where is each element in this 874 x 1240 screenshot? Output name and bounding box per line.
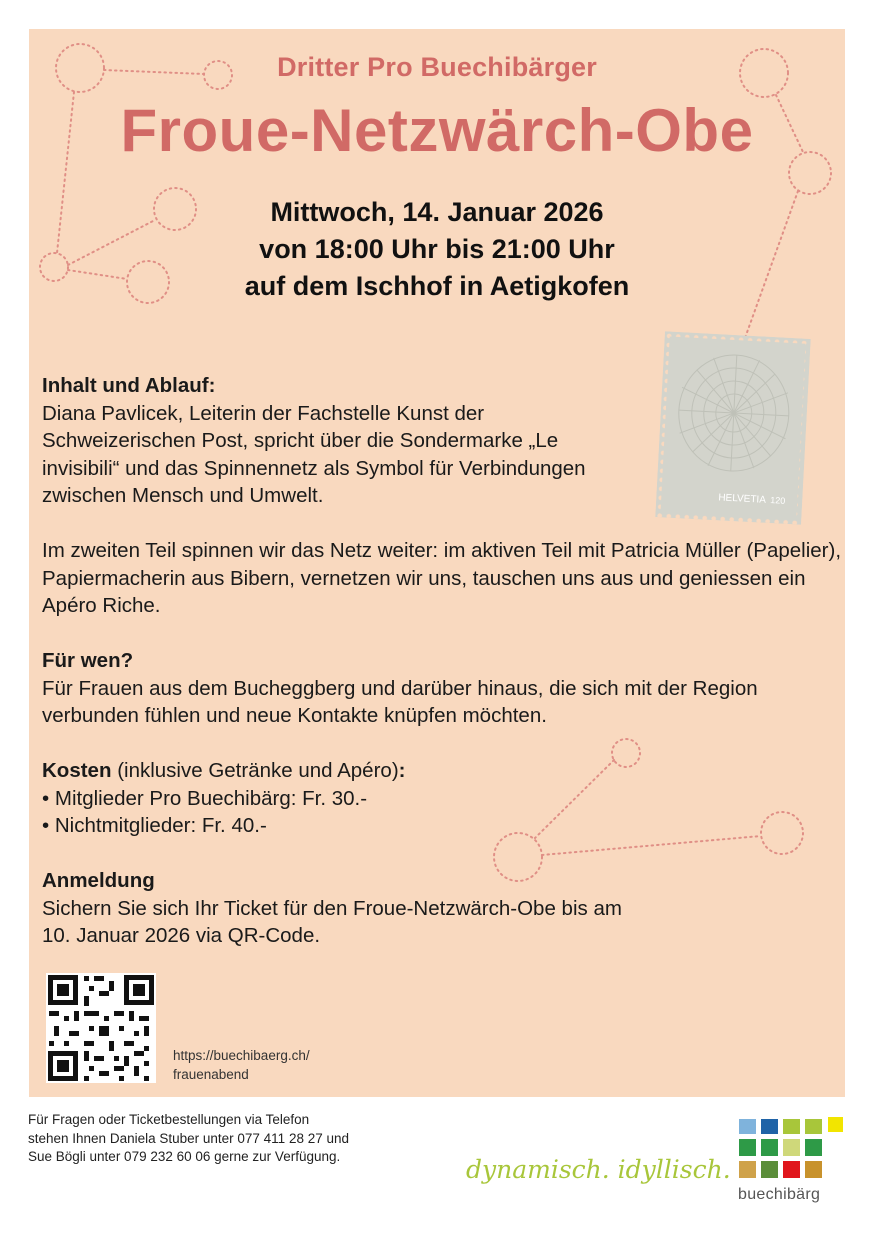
event-place: auf dem Ischhof in Aetigkofen: [244, 271, 630, 301]
stamp-value: 120: [770, 495, 786, 506]
kosten-item-nonmembers: • Nichtmitglieder: Fr. 40.-: [42, 814, 267, 837]
fuer-wen-heading: Für wen?: [42, 649, 134, 672]
event-date: Mittwoch, 14. Januar 2026: [270, 197, 604, 227]
buechibaerg-logo-icon: [739, 1117, 847, 1183]
section-fuer-wen: [42, 647, 842, 730]
kosten-heading: Kosten: [42, 759, 112, 782]
anmeldung-line-2: 10. Januar 2026 via QR-Code.: [42, 924, 321, 947]
section-inhalt: [42, 372, 842, 510]
section-kosten: [42, 757, 842, 840]
event-time: von 18:00 Uhr bis 21:00 Uhr: [259, 234, 615, 264]
anmeldung-heading: Anmeldung: [42, 869, 155, 892]
inhalt-heading: Inhalt und Ablauf:: [42, 374, 216, 397]
contact-info: [28, 1111, 349, 1167]
event-when: [0, 194, 874, 305]
registration-qr-code[interactable]: [46, 973, 156, 1083]
anmeldung-line-1: Sichern Sie sich Ihr Ticket für den Froue-Netzwärch-Obe bis am: [42, 896, 622, 920]
event-title: Froue-Netzwärch-Obe: [120, 97, 754, 164]
contact-line-3: Sue Bögli unter 079 232 60 06 gerne zur Verfügung.: [28, 1149, 341, 1164]
inhalt-body: Diana Pavlicek, Leiterin der Fachstelle Kunst der Schweizerischen Post, spricht über die Sondermarke „Le invisibili“ und das Spinnennetz als Symbol für Verbindungen zwischen Mensch und Umwelt.: [42, 401, 586, 507]
section-anmeldung: [42, 867, 842, 950]
registration-url[interactable]: [173, 1046, 310, 1084]
registration-url-line-1: https://buechibaerg.ch/: [173, 1048, 310, 1063]
contact-line-1: Für Fragen oder Ticketbestellungen via Telefon: [28, 1112, 310, 1127]
contact-line-2: stehen Ihnen Daniela Stuber unter 077 411 28 27 und: [28, 1130, 350, 1146]
event-details: [42, 372, 842, 977]
inhalt-body-2: Im zweiten Teil spinnen wir das Netz weiter: im aktiven Teil mit Patricia Müller (Papelier), Papiermacherin aus Bibern, vernetzen wir uns, tauschen uns aus und geniessen ein Apéro Riche.: [42, 539, 842, 617]
fuer-wen-body: Für Frauen aus dem Bucheggberg und darüber hinaus, die sich mit der Region verbunden fühlen und neue Kontakte knüpfen möchten.: [42, 676, 758, 727]
kosten-colon: :: [398, 759, 406, 782]
brand-name: buechibärg: [738, 1186, 821, 1203]
kosten-item-members: • Mitglieder Pro Buechibärg: Fr. 30.-: [42, 786, 368, 810]
slogan: dynamisch. idyllisch.: [466, 1155, 731, 1184]
stamp-country: HELVETIA: [718, 492, 767, 506]
kosten-note: (inklusive Getränke und Apéro): [117, 759, 399, 782]
event-subtitle: Dritter Pro Buechibärger: [277, 52, 597, 82]
registration-url-line-2: frauenabend: [173, 1067, 249, 1082]
